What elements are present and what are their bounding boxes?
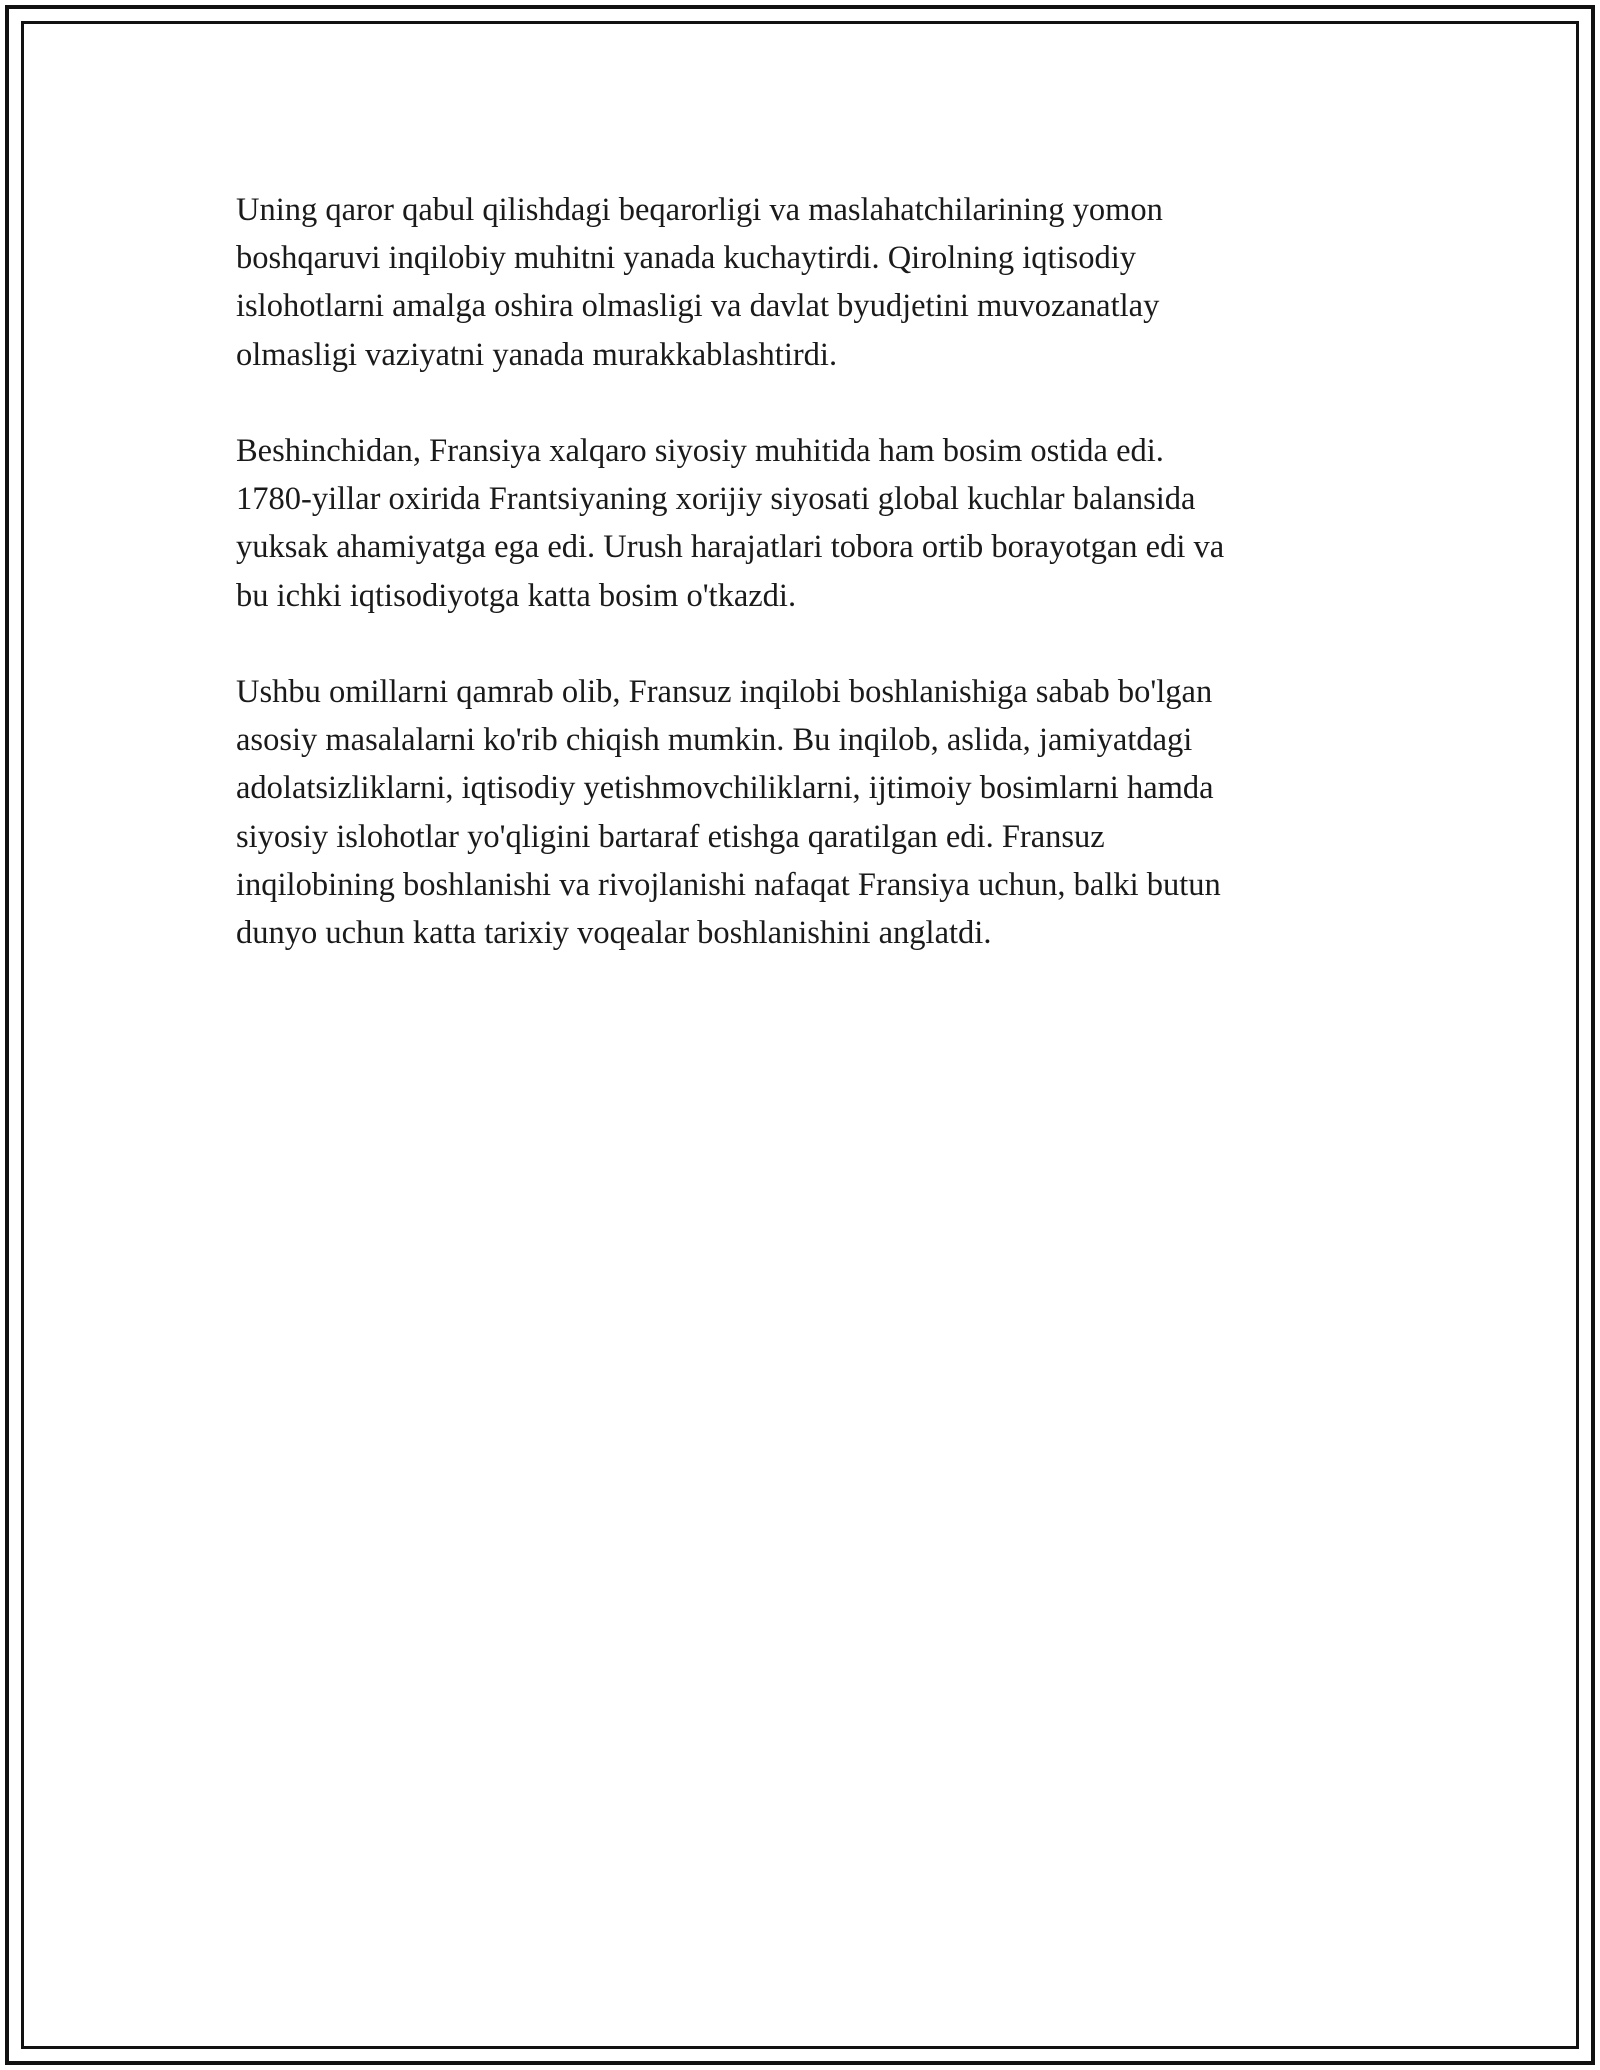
paragraph-line: boshqaruvi inqilobiy muhitni yanada kuchaytirdi. Qirolning iqtisodiy (236, 240, 1136, 277)
paragraph-line: olmasligi vaziyatni yanada murakkablashtirdi. (236, 336, 838, 373)
paragraph-line: Beshinchidan, Fransiya xalqaro siyosiy muhitida ham bosim ostida edi. (236, 433, 1164, 469)
paragraph-3 (236, 668, 1366, 957)
paragraph-line: adolatsizliklarni, iqtisodiy yetishmovchiliklarni, ijtimoiy bosimlarni hamda (236, 770, 1214, 807)
paragraph-line: Ushbu omillarni qamrab olib, Fransuz inqilobi boshlanishiga sabab bo'lgan (236, 674, 1213, 710)
paragraph-line: Uning qaror qabul qilishdagi beqarorligi va maslahatchilarining yomon (236, 192, 1163, 228)
paragraph-line: bu ichki iqtisodiyotga katta bosim o'tkazdi. (236, 577, 797, 614)
document-body (236, 186, 1366, 957)
paragraph-line: islohotlarni amalga oshira olmasligi va davlat byudjetini muvozanatlay (236, 288, 1160, 325)
paragraph-line: 1780-yillar oxirida Frantsiyaning xorijiy siyosati global kuchlar balansida (236, 481, 1196, 518)
paragraph-2 (236, 427, 1366, 620)
paragraph-line: dunyo uchun katta tarixiy voqealar boshlanishini anglatdi. (236, 915, 992, 952)
paragraph-line: siyosiy islohotlar yo'qligini bartaraf etishga qaratilgan edi. Fransuz (236, 818, 1105, 855)
paragraph-line: inqilobining boshlanishi va rivojlanishi nafaqat Fransiya uchun, balki butun (236, 866, 1221, 903)
paragraph-line: yuksak ahamiyatga ega edi. Urush harajatlari tobora ortib borayotgan edi va (236, 529, 1225, 566)
paragraph-1 (236, 186, 1366, 379)
paragraph-line: asosiy masalalarni ko'rib chiqish mumkin. Bu inqilob, aslida, jamiyatdagi (236, 722, 1193, 759)
